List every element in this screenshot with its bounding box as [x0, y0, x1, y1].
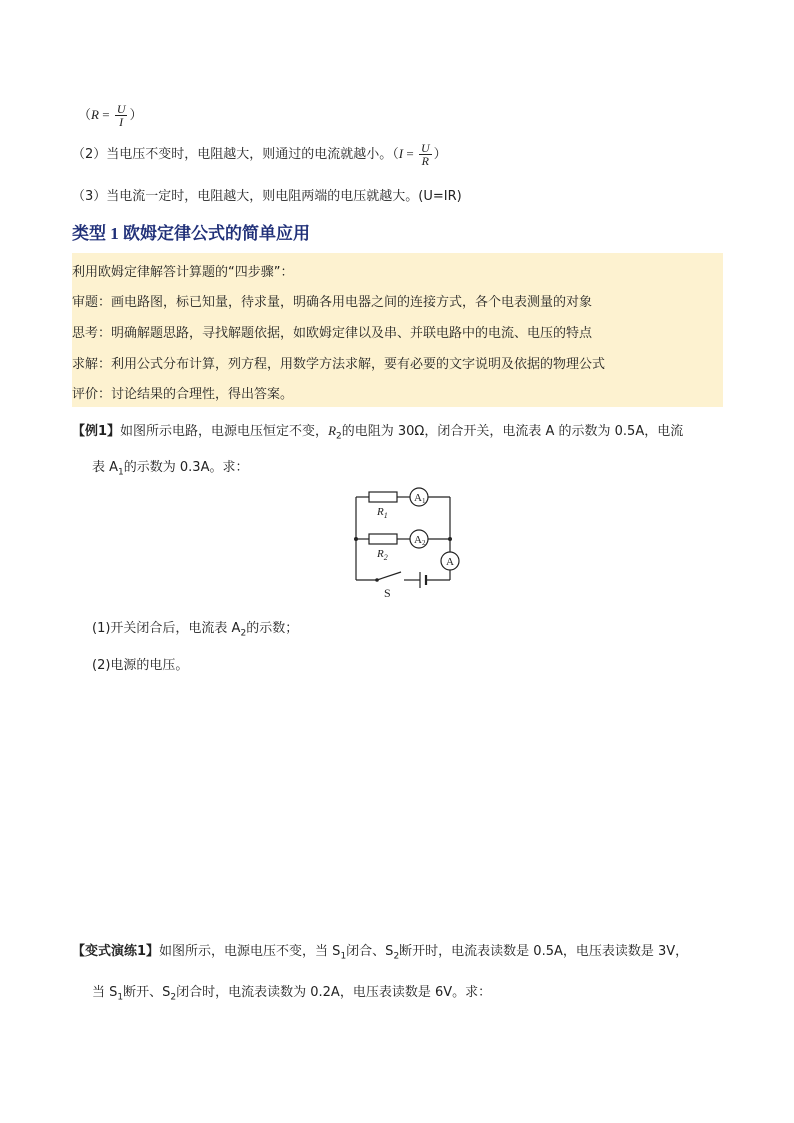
junction — [448, 537, 452, 541]
switch-pivot — [375, 578, 379, 582]
a1-label: A1 — [414, 492, 426, 505]
ohm-rule-line-3: （3）当电流一定时，电阻越大，则电阻两端的电压就越大。(U=IR) — [72, 189, 462, 204]
steps-box-line: 思考：明确解题思路，寻找解题依据，如欧姆定律以及串、并联电路中的电流、电压的特点 — [72, 326, 593, 341]
fraction-u-over-r: $\frac{U}{R}$ — [420, 141, 430, 168]
switch-s — [377, 572, 401, 580]
steps-box-line: 求解：利用公式分布计算，列方程，用数学方法求解，要有必要的文字说明及依据的物理公式 — [72, 357, 606, 372]
example1-line2: 表 $A_1$的示数为 0.3A。求： — [92, 460, 249, 478]
steps-box-line: 审题：画电路图，标已知量，待求量，明确各用电器之间的连接方式，各个电表测量的对象 — [72, 295, 593, 310]
example1-line1: 【例1】如图所示电路，电源电压恒定不变，$R_2$的电阻为 30Ω，闭合开关，电流表 A 的示数为 0.5A，电流 — [72, 423, 684, 442]
r1-label: $R_1$ — [377, 506, 388, 520]
practice-tag: 【变式演练1】 — [72, 944, 160, 959]
a2-label: A2 — [414, 534, 426, 547]
steps-box-line: 评价：讨论结果的合理性，得出答案。 — [72, 387, 294, 402]
section-title: 类型 1 欧姆定律公式的简单应用 — [72, 224, 310, 243]
example-tag: 【例1】 — [72, 424, 121, 439]
r2-label: $R_2$ — [377, 548, 388, 562]
example1-question-2: (2)电源的电压。 — [92, 658, 189, 673]
example1-question-1: (1)开关闭合后，电流表 $A_2$的示数； — [92, 621, 299, 639]
steps-box-title: 利用欧姆定律解答计算题的“四步骤”： — [72, 265, 294, 280]
resistor-r1 — [369, 492, 397, 502]
fraction-u-over-i: $\frac{U}{I}$ — [116, 102, 126, 129]
resistor-r2 — [369, 534, 397, 544]
ohm-rule-line-2: （2）当电压不变时，电阻越大，则通过的电流就越小。（I = $\frac{U}{R}$ ） — [72, 141, 447, 168]
junction — [354, 537, 358, 541]
formula-line-r: （R = $\frac{U}{I}$ ） — [78, 102, 143, 129]
a-label: A — [446, 556, 454, 568]
practice1-line2: 当 $S_1$断开、$S_2$闭合时，电流表读数为 0.2A，电压表读数是 6V。求： — [92, 985, 492, 1003]
switch-label: S — [384, 586, 391, 600]
practice1-line1: 【变式演练1】如图所示，电源电压不变，当 $S_1$闭合、$S_2$断开时，电流表读数是 0.5A，电压表读数是 3V， — [72, 944, 689, 962]
